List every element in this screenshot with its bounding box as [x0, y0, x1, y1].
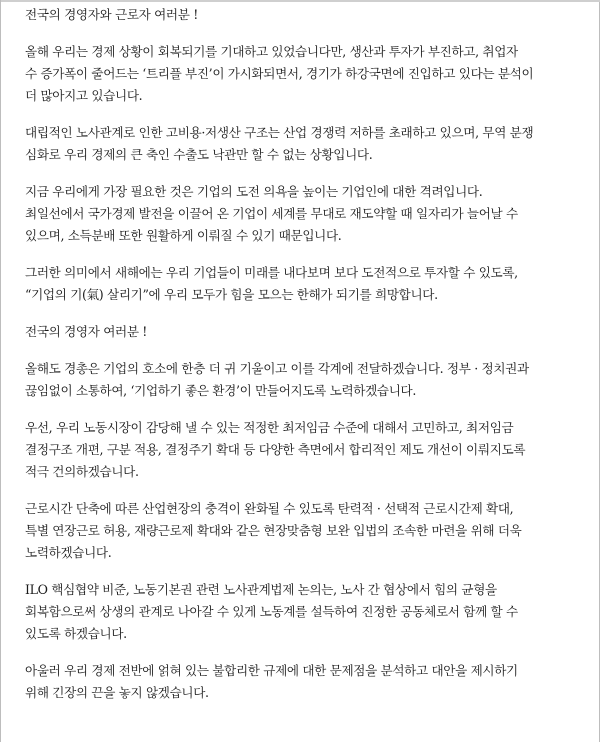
text-line: 대립적인 노사관계로 인한 고비용·저생산 구조는 산업 경쟁력 저하를 초래하고 있으며, 무역 분쟁 — [25, 125, 534, 140]
text-line: 결정구조 개편, 구분 적용, 결정주기 확대 등 다양한 측면에서 합리적인 제도 개선이 이뤄지도록 — [25, 442, 526, 457]
paragraph — [19, 417, 585, 483]
text-line: 근로시간 단축에 따른 산업현장의 충격이 완화될 수 있도록 탄력적 · 선택적 근로시간제 확대, — [25, 501, 514, 516]
paragraph — [19, 41, 585, 107]
text-line: 올해 우리는 경제 상황이 회복되기를 기대하고 있었습니다만, 생산과 투자가 부진하고, 취업자 — [25, 44, 518, 59]
text-line: 아울러 우리 경제 전반에 얽혀 있는 불합리한 규제에 대한 문제점을 분석하고 대안을 제시하기 — [25, 663, 518, 678]
paragraph — [19, 579, 585, 645]
text-line: 그러한 의미에서 새해에는 우리 기업들이 미래를 내다보며 보다 도전적으로 투자할 수 있도록, — [25, 265, 518, 280]
paragraph — [19, 122, 585, 166]
text-line: 더 많아지고 있습니다. — [25, 88, 143, 103]
text-line: 적극 건의하겠습니다. — [25, 464, 139, 479]
text-line: 올해도 경총은 기업의 호소에 한층 더 귀 기울이고 이를 각계에 전달하겠습니다. 정부 · 정치권과 — [25, 361, 529, 376]
paragraph — [19, 4, 585, 26]
text-line: 끊임없이 소통하여, ‘기업하기 좋은 환경’이 만들어지도록 노력하겠습니다. — [25, 383, 416, 398]
text-line: “기업의 기(氣) 살리기”에 우리 모두가 힘을 모으는 한해가 되기를 희망합니다. — [25, 287, 438, 302]
top-border — [1, 0, 600, 2]
paragraph — [19, 262, 585, 306]
paragraph — [19, 660, 585, 704]
text-line: 위해 긴장의 끈을 놓지 않겠습니다. — [25, 685, 209, 700]
text-line: 전국의 경영자 여러분 ! — [25, 324, 148, 339]
text-line: ILO 핵심협약 비준, 노동기본권 관련 노사관계법제 논의는, 노사 간 협상에서 힘의 균형을 — [25, 582, 497, 597]
text-line: 회복함으로써 상생의 관계로 나아갈 수 있게 노동계를 설득하여 진정한 공동체로서 함께 할 수 — [25, 604, 518, 619]
text-line: 노력하겠습니다. — [25, 545, 112, 560]
speech-body — [19, 4, 585, 719]
paragraph — [19, 498, 585, 564]
text-line: 우선, 우리 노동시장이 감당해 낼 수 있는 적정한 최저임금 수준에 대해서 고민하고, 최저임금 — [25, 420, 514, 435]
text-line: 지금 우리에게 가장 필요한 것은 기업의 도전 의욕을 높이는 기업인에 대한 격려입니다. — [25, 184, 483, 199]
paragraph — [19, 321, 585, 343]
text-line: 있으며, 소득분배 또한 원활하게 이뤄질 수 있기 때문입니다. — [25, 228, 342, 243]
paragraph — [19, 181, 585, 247]
text-line: 있도록 하겠습니다. — [25, 626, 127, 641]
text-line: 수 증가폭이 줄어드는 ‘트리플 부진’이 가시화되면서, 경기가 하강국면에 진입하고 있다는 분석이 — [25, 66, 534, 81]
text-line: 전국의 경영자와 근로자 여러분 ! — [25, 7, 198, 22]
text-line: 심화로 우리 경제의 큰 축인 수출도 낙관만 할 수 없는 상황입니다. — [25, 147, 373, 162]
paragraph — [19, 358, 585, 402]
text-line: 특별 연장근로 허용, 재량근로제 확대와 같은 현장맞춤형 보완 입법의 조속한 마련을 위해 더욱 — [25, 523, 522, 538]
text-line: 최일선에서 국가경제 발전을 이끌어 온 기업이 세계를 무대로 재도약할 때 일자리가 늘어날 수 — [25, 206, 518, 221]
